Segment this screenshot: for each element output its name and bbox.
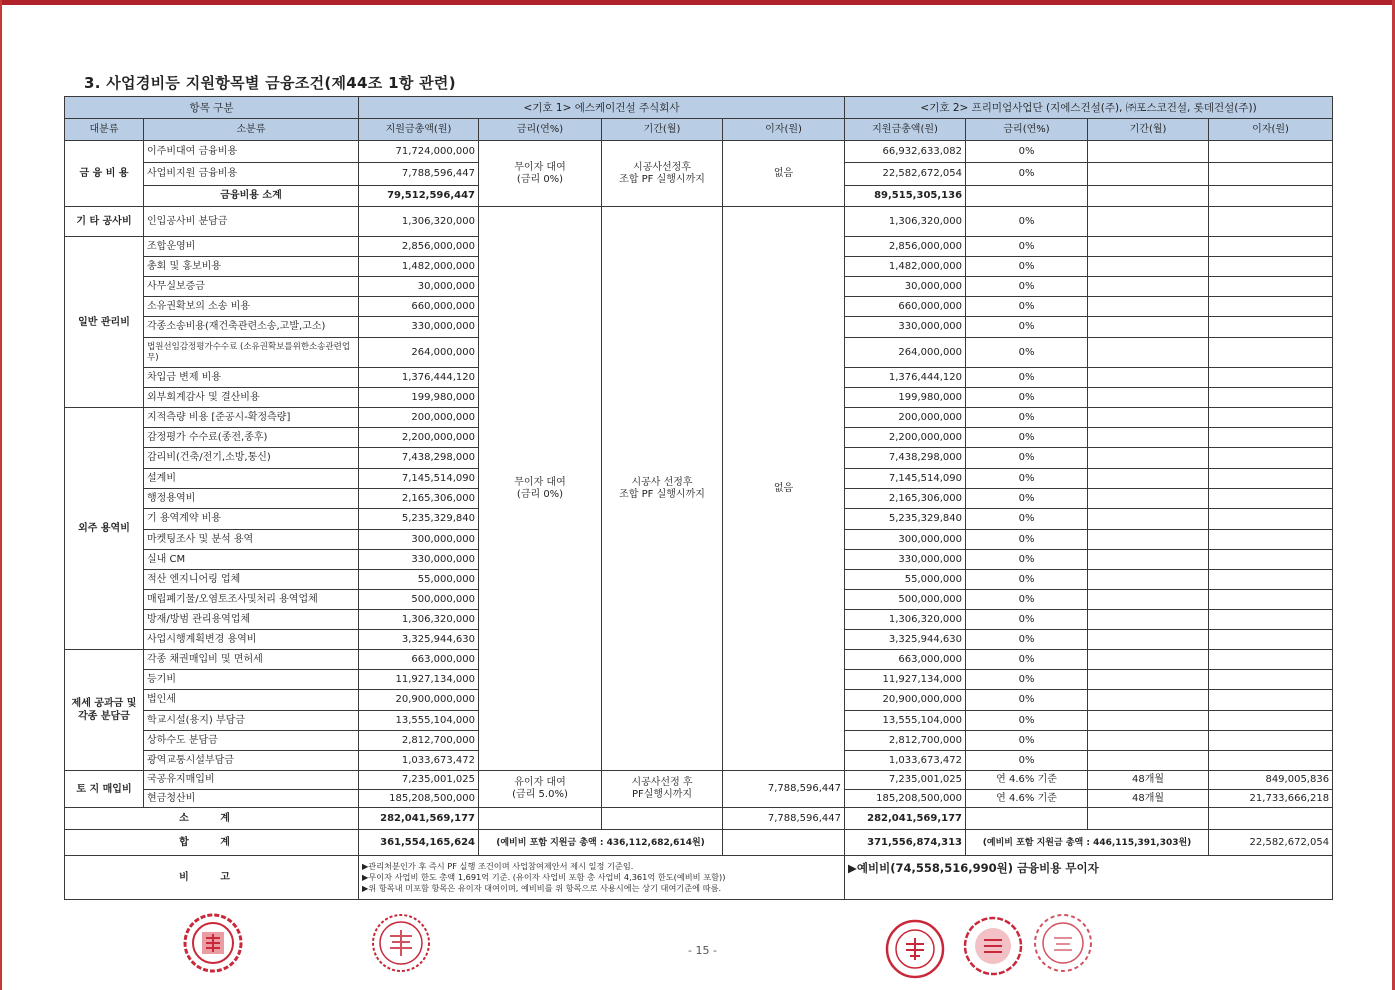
party2-rate: 0%: [966, 277, 1088, 297]
party2-rate: 0%: [966, 141, 1088, 163]
party2-interest: [1209, 530, 1333, 550]
item-name: 상하수도 분담금: [144, 731, 359, 751]
party2-amount: 2,812,700,000: [845, 731, 966, 751]
party2-period: [1088, 317, 1209, 338]
party1-interest: 없음: [723, 141, 845, 207]
party1-amount: 5,235,329,840: [359, 509, 479, 530]
party2-rate: 0%: [966, 408, 1088, 428]
party2-interest: [1209, 141, 1333, 163]
financing-conditions-table: [64, 96, 1333, 900]
party2-rate: 0%: [966, 530, 1088, 550]
remarks-label: 비 고: [65, 856, 359, 900]
party2-period: [1088, 530, 1209, 550]
party2-interest: [1209, 338, 1333, 368]
party2-amount: 13,555,104,000: [845, 711, 966, 731]
party2-interest: [1209, 731, 1333, 751]
party2-amount: 5,235,329,840: [845, 509, 966, 530]
party2-rate: 0%: [966, 237, 1088, 257]
party2-period: [1088, 237, 1209, 257]
party2-period: [1088, 186, 1209, 207]
item-name: 설계비: [144, 469, 359, 489]
party2-period: [1088, 751, 1209, 771]
party1-interest: 7,788,596,447: [723, 771, 845, 808]
party1-amount: 2,165,306,000: [359, 489, 479, 509]
party1-amount: 1,306,320,000: [359, 207, 479, 237]
party2-interest: [1209, 509, 1333, 530]
party2-period: 48개월: [1088, 771, 1209, 790]
party2-amount: 663,000,000: [845, 650, 966, 670]
subtotal-party2-period: [1088, 808, 1209, 830]
item-name: 사업시행계획변경 용역비: [144, 630, 359, 650]
remark-line: ▶위 항목내 미포함 항목은 유이자 대여이며, 예비비를 위 항목으로 사용시에는 상기 대여기준에 따름.: [362, 883, 722, 893]
header-item-category: 항목 구분: [65, 97, 359, 119]
item-name: 적산 엔지니어링 업체: [144, 570, 359, 590]
party2-interest: [1209, 690, 1333, 711]
party2-period: [1088, 277, 1209, 297]
item-name: 학교시설(용지) 부담금: [144, 711, 359, 731]
party2-interest: [1209, 650, 1333, 670]
header-rate-1: 금리(연%): [479, 119, 602, 141]
total-party1-interest: [723, 830, 845, 856]
subtotal-party2-interest: [1209, 808, 1333, 830]
party2-amount: 1,482,000,000: [845, 257, 966, 277]
party2-rate: 0%: [966, 630, 1088, 650]
item-name: 지적측량 비용 [준공시-확정측량]: [144, 408, 359, 428]
party2-rate: 0%: [966, 297, 1088, 317]
party1-amount: 1,033,673,472: [359, 751, 479, 771]
party2-rate: 0%: [966, 428, 1088, 448]
party1-amount: 330,000,000: [359, 550, 479, 570]
party2-rate: 0%: [966, 650, 1088, 670]
party1-amount: 20,900,000,000: [359, 690, 479, 711]
seal-stamp-2: [370, 912, 432, 974]
party2-period: [1088, 630, 1209, 650]
party2-period: [1088, 428, 1209, 448]
party2-interest: 21,733,666,218: [1209, 790, 1333, 808]
party1-period: 시공사선정 후 PF실행시까지: [602, 771, 723, 808]
party1-amount: 200,000,000: [359, 408, 479, 428]
party1-amount: 330,000,000: [359, 317, 479, 338]
remarks-party1: [359, 856, 845, 900]
party2-rate: 0%: [966, 751, 1088, 771]
party2-amount: 300,000,000: [845, 530, 966, 550]
header-amount-2: 지원금총액(원): [845, 119, 966, 141]
header-row-1: [65, 97, 1333, 119]
subtotal-party1-rate: [479, 808, 602, 830]
party2-interest: [1209, 469, 1333, 489]
party2-rate: 0%: [966, 448, 1088, 469]
party2-rate: 0%: [966, 711, 1088, 731]
group-label: 금 융 비 용: [65, 141, 144, 207]
party2-interest: [1209, 163, 1333, 186]
party1-amount: 3,325,944,630: [359, 630, 479, 650]
party2-rate: 0%: [966, 207, 1088, 237]
header-interest-2: 이자(원): [1209, 119, 1333, 141]
item-name: 매립폐기물/오염토조사및처리 용역업체: [144, 590, 359, 610]
item-name: 차입금 변제 비용: [144, 368, 359, 388]
party2-amount: 2,856,000,000: [845, 237, 966, 257]
party2-amount: 1,306,320,000: [845, 610, 966, 630]
party2-period: [1088, 163, 1209, 186]
item-name: 법원선임감정평가수수료 (소유권확보를위한소송관련업무): [144, 338, 359, 368]
party1-amount: 264,000,000: [359, 338, 479, 368]
party2-interest: [1209, 448, 1333, 469]
party2-period: [1088, 731, 1209, 751]
party2-amount: 3,325,944,630: [845, 630, 966, 650]
party2-interest: [1209, 207, 1333, 237]
item-name: 각종소송비용(재건축관련소송,고발,고소): [144, 317, 359, 338]
remarks-party2: ▶예비비(74,558,516,990원) 금융비용 무이자: [845, 856, 1333, 900]
party1-rate: 유이자 대여 (금리 5.0%): [479, 771, 602, 808]
party2-rate: 0%: [966, 489, 1088, 509]
party2-amount: 185,208,500,000: [845, 790, 966, 808]
total-party2-interest: 22,582,672,054: [1209, 830, 1333, 856]
party2-amount: 1,033,673,472: [845, 751, 966, 771]
party2-interest: [1209, 428, 1333, 448]
header-interest-1: 이자(원): [723, 119, 845, 141]
party1-period: 시공사 선정후 조합 PF 실행시까지: [602, 207, 723, 771]
party1-amount: 663,000,000: [359, 650, 479, 670]
party2-interest: [1209, 317, 1333, 338]
party2-interest: [1209, 610, 1333, 630]
party2-amount: 2,165,306,000: [845, 489, 966, 509]
item-name: 감리비(건축/전기,소방,통신): [144, 448, 359, 469]
party2-period: [1088, 297, 1209, 317]
total-party1-note: (예비비 포함 지원금 총액 : 436,112,682,614원): [479, 830, 723, 856]
party2-interest: [1209, 408, 1333, 428]
party2-period: [1088, 368, 1209, 388]
item-name: 각종 채권매입비 및 면허세: [144, 650, 359, 670]
item-name: 사업비지원 금융비용: [144, 163, 359, 186]
party2-period: [1088, 141, 1209, 163]
subtotal-party2-amount: 282,041,569,177: [845, 808, 966, 830]
table-row: [65, 141, 1333, 163]
party1-amount: 1,306,320,000: [359, 610, 479, 630]
item-name: 인입공사비 분담금: [144, 207, 359, 237]
party2-rate: [966, 186, 1088, 207]
item-name: 외부회계감사 및 결산비용: [144, 388, 359, 408]
party2-rate: 연 4.6% 기준: [966, 771, 1088, 790]
party2-amount: 30,000,000: [845, 277, 966, 297]
party2-rate: 0%: [966, 163, 1088, 186]
party2-period: [1088, 489, 1209, 509]
party2-interest: [1209, 257, 1333, 277]
subtotal-party1-interest: 7,788,596,447: [723, 808, 845, 830]
party2-amount: 500,000,000: [845, 590, 966, 610]
party1-amount: 500,000,000: [359, 590, 479, 610]
party2-interest: [1209, 570, 1333, 590]
remark-line: ▶관리처분인가 후 즉시 PF 실행 조건이며 사업참여제안서 제시 일정 기준임.: [362, 861, 634, 871]
party1-amount: 13,555,104,000: [359, 711, 479, 731]
party2-interest: [1209, 550, 1333, 570]
item-name: 이주비대여 금융비용: [144, 141, 359, 163]
party2-rate: 0%: [966, 550, 1088, 570]
party2-rate: 0%: [966, 590, 1088, 610]
party2-amount: 200,000,000: [845, 408, 966, 428]
party2-period: [1088, 690, 1209, 711]
party2-period: [1088, 388, 1209, 408]
party2-rate: 0%: [966, 670, 1088, 690]
header-party2: <기호 2> 프리미엄사업단 (지에스건설(주), ㈜포스코건설, 롯데건설(주)): [845, 97, 1333, 119]
party2-rate: 0%: [966, 469, 1088, 489]
party2-amount: 1,376,444,120: [845, 368, 966, 388]
party2-interest: [1209, 368, 1333, 388]
party1-amount: 1,376,444,120: [359, 368, 479, 388]
item-name: 사무실보증금: [144, 277, 359, 297]
party2-period: [1088, 570, 1209, 590]
header-period-1: 기간(월): [602, 119, 723, 141]
party2-rate: 0%: [966, 570, 1088, 590]
item-name: 기 용역계약 비용: [144, 509, 359, 530]
item-name: 조합운영비: [144, 237, 359, 257]
party2-rate: 0%: [966, 257, 1088, 277]
seal-stamp-3: [884, 918, 946, 980]
party1-amount: 2,812,700,000: [359, 731, 479, 751]
party1-amount: 300,000,000: [359, 530, 479, 550]
party1-amount: 7,145,514,090: [359, 469, 479, 489]
party2-amount: 22,582,672,054: [845, 163, 966, 186]
party2-period: 48개월: [1088, 790, 1209, 808]
party1-amount: 7,788,596,447: [359, 163, 479, 186]
item-name: 광역교통시설부담금: [144, 751, 359, 771]
party2-interest: [1209, 237, 1333, 257]
party1-rate: 무이자 대여 (금리 0%): [479, 207, 602, 771]
subtotal-label: 소 계: [65, 808, 359, 830]
party1-amount: 71,724,000,000: [359, 141, 479, 163]
party2-rate: 0%: [966, 368, 1088, 388]
section-heading: 3. 사업경비등 지원항목별 금융조건(제44조 1항 관련): [84, 74, 456, 92]
remark-line: ▶무이자 사업비 한도 총액 1,691억 기준. (유이자 사업비 포함 총 사업비 4,361억 한도(예비비 포함)): [362, 872, 726, 882]
party2-period: [1088, 257, 1209, 277]
item-name: 국공유지매입비: [144, 771, 359, 790]
party2-amount: 660,000,000: [845, 297, 966, 317]
party2-rate: 0%: [966, 317, 1088, 338]
item-name: 총회 및 홍보비용: [144, 257, 359, 277]
party2-amount: 20,900,000,000: [845, 690, 966, 711]
page-left-border: [0, 0, 2, 990]
party2-period: [1088, 338, 1209, 368]
party1-amount: 7,235,001,025: [359, 771, 479, 790]
item-name: 방재/방범 관리용역업체: [144, 610, 359, 630]
party2-period: [1088, 448, 1209, 469]
group-label: 제세 공과금 및 각종 분담금: [65, 650, 144, 771]
party2-amount: 55,000,000: [845, 570, 966, 590]
party2-amount: 7,438,298,000: [845, 448, 966, 469]
item-name: 마켓팅조사 및 분석 용역: [144, 530, 359, 550]
total-label: 합 계: [65, 830, 359, 856]
subtotal-party2-rate: [966, 808, 1088, 830]
page-number: - 15 -: [688, 944, 717, 957]
item-name: 행정용역비: [144, 489, 359, 509]
party2-interest: [1209, 186, 1333, 207]
party2-rate: 0%: [966, 509, 1088, 530]
party2-amount: 89,515,305,136: [845, 186, 966, 207]
remarks-row: [65, 856, 1333, 900]
party2-amount: 330,000,000: [845, 550, 966, 570]
party1-interest: 없음: [723, 207, 845, 771]
party2-period: [1088, 469, 1209, 489]
party1-amount: 660,000,000: [359, 297, 479, 317]
group-label: 기 타 공사비: [65, 207, 144, 237]
party1-rate: 무이자 대여 (금리 0%): [479, 141, 602, 207]
header-period-2: 기간(월): [1088, 119, 1209, 141]
party2-amount: 11,927,134,000: [845, 670, 966, 690]
party2-amount: 66,932,633,082: [845, 141, 966, 163]
table-row: [65, 207, 1333, 237]
seal-stamp-5: [1032, 912, 1094, 974]
party2-rate: 0%: [966, 338, 1088, 368]
party1-amount: 2,856,000,000: [359, 237, 479, 257]
party2-interest: [1209, 670, 1333, 690]
party2-interest: [1209, 388, 1333, 408]
party2-period: [1088, 711, 1209, 731]
party2-period: [1088, 550, 1209, 570]
item-name: 감정평가 수수료(종전,종후): [144, 428, 359, 448]
party1-amount: 2,200,000,000: [359, 428, 479, 448]
party2-period: [1088, 670, 1209, 690]
total-party2-note: (예비비 포함 지원금 총액 : 446,115,391,303원): [966, 830, 1209, 856]
party2-amount: 264,000,000: [845, 338, 966, 368]
party2-period: [1088, 509, 1209, 530]
party2-interest: [1209, 751, 1333, 771]
seal-stamp-4: [962, 915, 1024, 977]
item-name: 법인세: [144, 690, 359, 711]
header-party1: <기호 1> 에스케이건설 주식회사: [359, 97, 845, 119]
party2-interest: [1209, 489, 1333, 509]
party1-amount: 30,000,000: [359, 277, 479, 297]
group-label: 토 지 매입비: [65, 771, 144, 808]
party2-rate: 0%: [966, 690, 1088, 711]
party2-rate: 0%: [966, 388, 1088, 408]
seal-stamp-1: [182, 912, 244, 974]
header-minor: 소분류: [144, 119, 359, 141]
party2-interest: [1209, 630, 1333, 650]
party2-period: [1088, 610, 1209, 630]
party1-period: 시공사선정후 조합 PF 실행시까지: [602, 141, 723, 207]
party2-amount: 7,145,514,090: [845, 469, 966, 489]
header-row-2: [65, 119, 1333, 141]
party2-interest: 849,005,836: [1209, 771, 1333, 790]
party2-amount: 7,235,001,025: [845, 771, 966, 790]
table-row: [65, 771, 1333, 790]
party1-amount: 11,927,134,000: [359, 670, 479, 690]
party1-amount: 55,000,000: [359, 570, 479, 590]
party2-amount: 2,200,000,000: [845, 428, 966, 448]
total-party1-amount: 361,554,165,624: [359, 830, 479, 856]
party2-period: [1088, 650, 1209, 670]
party2-period: [1088, 590, 1209, 610]
party2-interest: [1209, 711, 1333, 731]
subtotal-row: [65, 808, 1333, 830]
group-label: 일반 관리비: [65, 237, 144, 408]
party2-amount: 330,000,000: [845, 317, 966, 338]
item-name: 금융비용 소계: [144, 186, 359, 207]
header-amount-1: 지원금총액(원): [359, 119, 479, 141]
party2-interest: [1209, 590, 1333, 610]
total-row: [65, 830, 1333, 856]
party1-amount: 7,438,298,000: [359, 448, 479, 469]
party2-rate: 0%: [966, 731, 1088, 751]
party2-period: [1088, 408, 1209, 428]
party1-amount: 1,482,000,000: [359, 257, 479, 277]
total-party2-amount: 371,556,874,313: [845, 830, 966, 856]
party2-amount: 199,980,000: [845, 388, 966, 408]
party1-amount: 199,980,000: [359, 388, 479, 408]
page-top-border: [0, 0, 1395, 5]
party2-rate: 연 4.6% 기준: [966, 790, 1088, 808]
party1-amount: 79,512,596,447: [359, 186, 479, 207]
party2-interest: [1209, 297, 1333, 317]
item-name: 실내 CM: [144, 550, 359, 570]
group-label: 외주 용역비: [65, 408, 144, 650]
party2-period: [1088, 207, 1209, 237]
item-name: 등기비: [144, 670, 359, 690]
subtotal-party1-amount: 282,041,569,177: [359, 808, 479, 830]
party1-amount: 185,208,500,000: [359, 790, 479, 808]
party2-amount: 1,306,320,000: [845, 207, 966, 237]
item-name: 소유권확보의 소송 비용: [144, 297, 359, 317]
party2-rate: 0%: [966, 610, 1088, 630]
header-rate-2: 금리(연%): [966, 119, 1088, 141]
header-major: 대분류: [65, 119, 144, 141]
party2-interest: [1209, 277, 1333, 297]
subtotal-party1-period: [602, 808, 723, 830]
item-name: 현금청산비: [144, 790, 359, 808]
